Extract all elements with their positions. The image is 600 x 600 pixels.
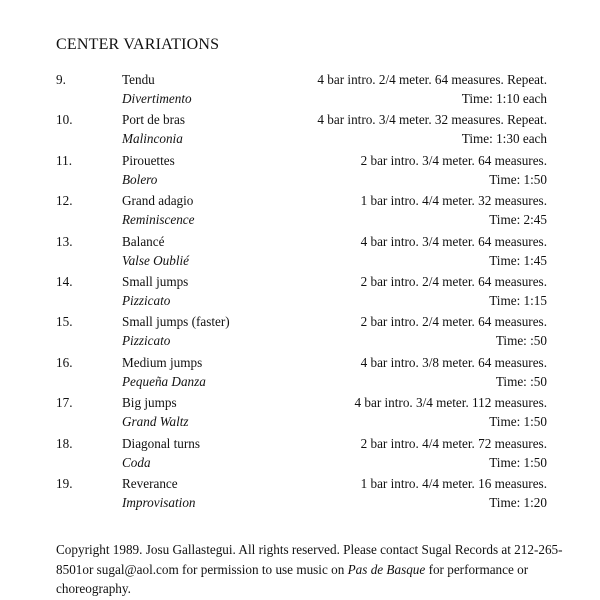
track-row <box>0 232 600 272</box>
track-row <box>0 393 600 433</box>
section-title: CENTER VARIATIONS <box>56 36 220 53</box>
track-description: 1 bar intro. 4/4 meter. 32 measures. <box>360 193 547 209</box>
copyright-text-start: Copyright 1989. Josu Gallastegui. All rights reserved. Please contact Sugal Records at 212-265-8501or sugal@aol.com for permission to use music on <box>56 542 563 577</box>
track-time: Time: 2:45 <box>489 212 547 228</box>
track-music-title: Grand Waltz <box>122 414 189 430</box>
track-description: 2 bar intro. 3/4 meter. 64 measures. <box>360 152 547 168</box>
track-number: 19. <box>56 475 73 491</box>
track-music-title: Pizzicato <box>122 292 171 308</box>
track-music-title: Pequeña Danza <box>122 373 206 389</box>
track-time: Time: :50 <box>495 373 547 389</box>
track-number: 9. <box>56 72 66 87</box>
track-name: Grand adagio <box>122 193 194 209</box>
copyright-notice <box>56 540 576 599</box>
track-name: Tendu <box>122 72 155 87</box>
track-number: 14. <box>56 273 73 289</box>
track-music-title: Bolero <box>122 171 158 187</box>
track-number: 18. <box>56 435 73 451</box>
track-number: 13. <box>56 233 73 249</box>
track-time: Time: 1:45 <box>489 252 547 268</box>
track-description: 2 bar intro. 2/4 meter. 64 measures. <box>360 314 547 330</box>
track-description: 4 bar intro. 3/4 meter. 32 measures. Repeat. <box>317 112 547 128</box>
track-name: Diagonal turns <box>122 435 201 451</box>
track-description: 4 bar intro. 2/4 meter. 64 measures. Repeat. <box>317 72 547 87</box>
track-music-title: Pizzicato <box>122 333 171 349</box>
track-row <box>0 434 600 474</box>
track-number: 15. <box>56 314 73 330</box>
track-time: Time: 1:15 <box>489 292 547 308</box>
track-time: Time: 1:50 <box>489 454 547 470</box>
track-row <box>0 474 600 514</box>
track-number: 12. <box>56 193 73 209</box>
track-music-title: Valse Oublié <box>122 252 190 268</box>
track-list <box>0 70 600 514</box>
track-name: Pirouettes <box>122 152 175 168</box>
track-number: 11. <box>56 152 72 168</box>
track-music-title: Malinconia <box>122 131 183 147</box>
track-row <box>0 70 600 110</box>
track-row <box>0 191 600 231</box>
track-time: Time: 1:50 <box>489 171 547 187</box>
track-description: 4 bar intro. 3/4 meter. 64 measures. <box>360 233 547 249</box>
track-time: Time: 1:10 each <box>461 91 547 106</box>
track-row <box>0 272 600 312</box>
track-description: 2 bar intro. 4/4 meter. 72 measures. <box>360 435 547 451</box>
track-name: Port de bras <box>122 112 185 128</box>
track-music-title: Reminiscence <box>122 212 195 228</box>
track-number: 10. <box>56 112 73 128</box>
track-row <box>0 353 600 393</box>
track-name: Small jumps <box>122 273 189 289</box>
track-row <box>0 151 600 191</box>
track-name: Reverance <box>122 475 178 491</box>
track-time: Time: 1:20 <box>489 494 547 510</box>
track-row <box>0 110 600 150</box>
track-name: Big jumps <box>122 395 177 411</box>
copyright-text-end: for performance or choreography. <box>56 561 529 596</box>
track-description: 1 bar intro. 4/4 meter. 16 measures. <box>360 475 547 491</box>
track-music-title: Improvisation <box>122 494 196 510</box>
track-description: 4 bar intro. 3/4 meter. 112 measures. <box>354 395 547 411</box>
track-number: 17. <box>56 395 73 411</box>
track-number: 16. <box>56 354 73 370</box>
track-time: Time: 1:30 each <box>461 131 547 147</box>
track-description: 2 bar intro. 2/4 meter. 64 measures. <box>360 273 547 289</box>
track-row <box>0 312 600 352</box>
track-name: Small jumps (faster) <box>122 314 230 330</box>
track-music-title: Divertimento <box>122 91 192 106</box>
track-time: Time: 1:50 <box>489 414 547 430</box>
track-time: Time: :50 <box>495 333 547 349</box>
album-title: Pas de Basque <box>347 561 426 577</box>
track-music-title: Coda <box>122 454 151 470</box>
track-name: Medium jumps <box>122 354 203 370</box>
track-name: Balancé <box>122 233 165 249</box>
track-description: 4 bar intro. 3/8 meter. 64 measures. <box>360 354 547 370</box>
